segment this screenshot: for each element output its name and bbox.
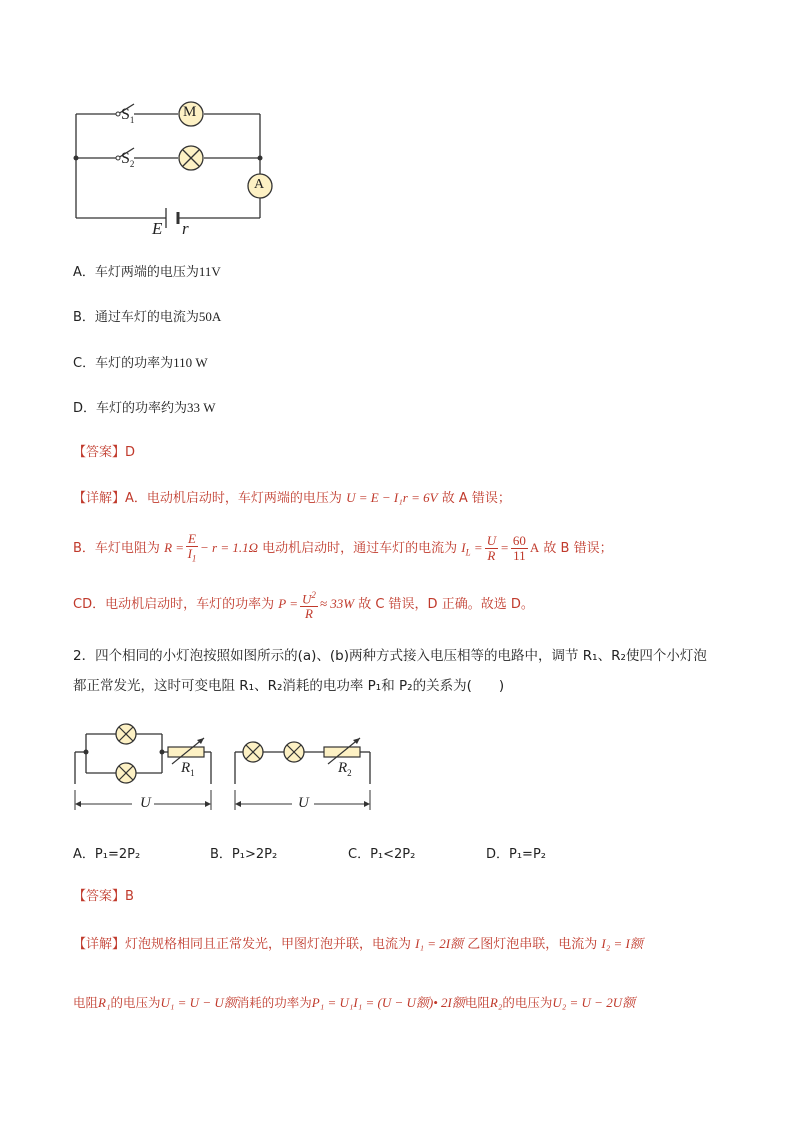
answer-1: 【答案】D [73, 445, 136, 460]
q2-option-b: B．P₁>2P₂ [210, 847, 278, 862]
detail-2-line1: 【详解】灯泡规格相同且正常发光，甲图灯泡并联，电流为 I₁ = 2I额 乙图灯泡串联，电流为 I₂ = I额 [73, 936, 643, 952]
ammeter-label: A [254, 177, 265, 192]
emf-label: E [152, 219, 163, 238]
voltage-u-label-a: U [140, 795, 151, 811]
lamp-b2 [284, 742, 304, 762]
detail-1-a: 【详解】A．电动机启动时，车灯两端的电压为 U = E − I₁r = 6V 故 A 错误； [73, 490, 511, 506]
q2-option-d: D．P₁=P₂ [486, 847, 547, 862]
fraction-60-over-11: $\frac{60}{11}$ [512, 533, 526, 563]
circuit-diagram-1 [60, 90, 290, 240]
detail-1-b: B．车灯电阻为 R = $\frac{E}{I_1}$ − r = 1.1Ω 电动机启动时，通过车灯的电流为 $I_L$ = $\frac{U}{R}$ = $\frac{60}{11}$ A 故 B 错误； [73, 530, 613, 564]
fraction-u2-over-r: $\frac{U^2}{R}$ [301, 589, 316, 622]
lamp-a2 [116, 763, 136, 783]
r1-label: $R_1$ [181, 760, 195, 778]
lamp-a1 [116, 724, 136, 744]
q2-option-c: C．P₁<2P₂ [348, 847, 416, 862]
q2-option-a: A．P₁=2P₂ [73, 847, 141, 862]
internal-resistance-label: r [182, 219, 189, 238]
question-2-stem-line1: 2．四个相同的小灯泡按照如图所示的(a)、(b)两种方式接入电压相等的电路中，调节 R₁、R₂使四个小灯泡 [73, 648, 707, 664]
fraction-u-over-r: $\frac{U}{R}$ [486, 533, 497, 563]
switch-s1-label: $S_1$ [121, 106, 135, 126]
option-c: C．车灯的功率为110 W [73, 355, 208, 371]
answer-2: 【答案】B [73, 889, 134, 904]
detail-2-line2: 电阻R₁的电压为U₁ = U − U额消耗的功率为P₁ = U₁I₁ = (U − U额)• 2I额电阻R₂的电压为U₂ = U − 2U额 [73, 995, 636, 1010]
lamp-b1 [243, 742, 263, 762]
option-b: B．通过车灯的电流为50A [73, 309, 222, 325]
lamp-symbol [179, 146, 203, 170]
motor-label: M [183, 104, 197, 120]
question-2-stem-line2: 都正常发光，这时可变电阻 R₁、R₂消耗的电功率 P₁和 P₂的关系为( ) [73, 678, 505, 694]
fraction-e-over-i: $\frac{E}{I_1}$ [187, 530, 197, 564]
option-a: A．车灯两端的电压为11V [73, 264, 221, 280]
voltage-u-label-b: U [298, 795, 309, 811]
detail-1-cd: CD．电动机启动时，车灯的功率为 P = $\frac{U^2}{R}$ ≈ 33W 故 C 错误，D 正确。故选 D。 [73, 589, 534, 622]
r2-label: $R_2$ [338, 760, 352, 778]
option-d: D．车灯的功率约为33 W [73, 400, 216, 416]
switch-s2-label: $S_2$ [121, 150, 135, 170]
